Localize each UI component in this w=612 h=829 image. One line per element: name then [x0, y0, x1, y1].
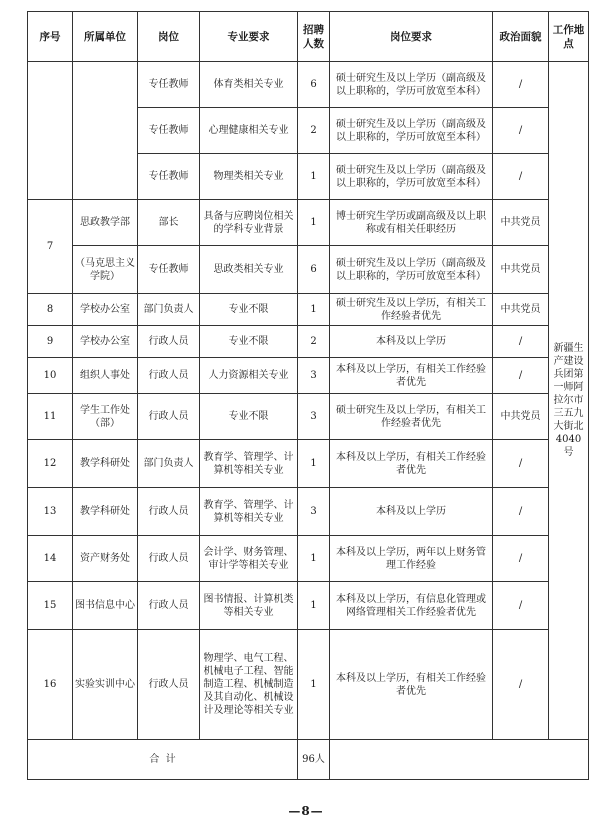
- header-row: [28, 12, 589, 62]
- political-cell: /: [493, 488, 549, 536]
- unit-cell: 教学科研处: [73, 488, 138, 536]
- post-cell: 行政人员: [138, 536, 200, 582]
- header-post: 岗位: [138, 12, 200, 62]
- table-row: [28, 394, 589, 440]
- header-count: 招聘人数: [298, 12, 330, 62]
- unit-cell: 资产财务处: [73, 536, 138, 582]
- major-cell: 专业不限: [200, 394, 298, 440]
- major-cell: 心理健康相关专业: [200, 108, 298, 154]
- major-cell: 具备与应聘岗位相关的学科专业背景: [200, 200, 298, 246]
- table-row: [28, 630, 589, 740]
- political-cell: /: [493, 154, 549, 200]
- seq-cell: 9: [28, 326, 73, 358]
- political-cell: /: [493, 582, 549, 630]
- unit-cell: 图书信息中心: [73, 582, 138, 630]
- count-cell: 1: [298, 536, 330, 582]
- count-cell: 1: [298, 294, 330, 326]
- post-cell: 行政人员: [138, 582, 200, 630]
- unit-cell: 学校办公室: [73, 294, 138, 326]
- table-row: [28, 62, 589, 108]
- political-cell: /: [493, 62, 549, 108]
- count-cell: 3: [298, 358, 330, 394]
- political-cell: /: [493, 536, 549, 582]
- major-cell: 思政类相关专业: [200, 246, 298, 294]
- requirement-cell: 本科及以上学历，有相关工作经验者优先: [330, 358, 493, 394]
- post-cell: 专任教师: [138, 246, 200, 294]
- requirement-cell: 硕士研究生及以上学历（副高级及以上职称的，学历可放宽至本科）: [330, 108, 493, 154]
- count-cell: 1: [298, 440, 330, 488]
- table-row: [28, 326, 589, 358]
- table-row: [28, 294, 589, 326]
- political-cell: /: [493, 630, 549, 740]
- requirement-cell: 本科及以上学历，两年以上财务管理工作经验: [330, 536, 493, 582]
- post-cell: 行政人员: [138, 326, 200, 358]
- count-cell: 3: [298, 394, 330, 440]
- table-row: [28, 200, 589, 246]
- post-cell: 部长: [138, 200, 200, 246]
- table-row: [28, 536, 589, 582]
- total-row: [28, 740, 589, 780]
- post-cell: 行政人员: [138, 630, 200, 740]
- major-cell: 专业不限: [200, 326, 298, 358]
- header-seq: 序号: [28, 12, 73, 62]
- table-row: [28, 488, 589, 536]
- count-cell: 1: [298, 582, 330, 630]
- seq-cell: [28, 62, 73, 200]
- requirement-cell: 本科及以上学历，有相关工作经验者优先: [330, 440, 493, 488]
- count-cell: 1: [298, 630, 330, 740]
- table-row: [28, 358, 589, 394]
- seq-cell: 13: [28, 488, 73, 536]
- table-row: [28, 246, 589, 294]
- major-cell: 物理学、电气工程、机械电子工程、智能制造工程、机械制造及其自动化、机械设计及理论等相关专业: [200, 630, 298, 740]
- table-row: [28, 440, 589, 488]
- location-cell: 新疆生产建设兵团第一师阿拉尔市三五九大街北4040号: [549, 62, 589, 740]
- post-cell: 专任教师: [138, 154, 200, 200]
- post-cell: 行政人员: [138, 488, 200, 536]
- unit-cell: 组织人事处: [73, 358, 138, 394]
- unit-cell: （马克思主义学院）: [73, 246, 138, 294]
- header-requirement: 岗位要求: [330, 12, 493, 62]
- post-cell: 行政人员: [138, 358, 200, 394]
- requirement-cell: 本科及以上学历，有相关工作经验者优先: [330, 630, 493, 740]
- count-cell: 6: [298, 246, 330, 294]
- seq-cell: 12: [28, 440, 73, 488]
- political-cell: /: [493, 108, 549, 154]
- table-row: [28, 582, 589, 630]
- seq-cell: 8: [28, 294, 73, 326]
- count-cell: 6: [298, 62, 330, 108]
- unit-cell: 学校办公室: [73, 326, 138, 358]
- unit-cell: 思政教学部: [73, 200, 138, 246]
- total-count: 96人: [298, 740, 330, 780]
- post-cell: 专任教师: [138, 62, 200, 108]
- requirement-cell: 硕士研究生及以上学历，有相关工作经验者优先: [330, 294, 493, 326]
- requirement-cell: 本科及以上学历: [330, 326, 493, 358]
- political-cell: /: [493, 326, 549, 358]
- requirement-cell: 硕士研究生及以上学历（副高级及以上职称的，学历可放宽至本科）: [330, 154, 493, 200]
- major-cell: 专业不限: [200, 294, 298, 326]
- count-cell: 2: [298, 326, 330, 358]
- seq-cell: 10: [28, 358, 73, 394]
- political-cell: 中共党员: [493, 200, 549, 246]
- political-cell: 中共党员: [493, 246, 549, 294]
- seq-cell: 11: [28, 394, 73, 440]
- requirement-cell: 硕士研究生及以上学历，有相关工作经验者优先: [330, 394, 493, 440]
- seq-cell: 7: [28, 200, 73, 294]
- political-cell: /: [493, 358, 549, 394]
- requirement-cell: 硕士研究生及以上学历（副高级及以上职称的，学历可放宽至本科）: [330, 246, 493, 294]
- post-cell: 部门负责人: [138, 440, 200, 488]
- total-blank: [330, 740, 589, 780]
- political-cell: /: [493, 440, 549, 488]
- post-cell: 部门负责人: [138, 294, 200, 326]
- count-cell: 2: [298, 108, 330, 154]
- major-cell: 体育类相关专业: [200, 62, 298, 108]
- post-cell: 行政人员: [138, 394, 200, 440]
- requirement-cell: 本科及以上学历: [330, 488, 493, 536]
- seq-cell: 15: [28, 582, 73, 630]
- seq-cell: 16: [28, 630, 73, 740]
- header-major: 专业要求: [200, 12, 298, 62]
- seq-cell: 14: [28, 536, 73, 582]
- requirement-cell: 本科及以上学历，有信息化管理或网络管理相关工作经验者优先: [330, 582, 493, 630]
- major-cell: 会计学、财务管理、审计学等相关专业: [200, 536, 298, 582]
- page-number: —8—: [288, 804, 324, 818]
- unit-cell: [73, 62, 138, 200]
- post-cell: 专任教师: [138, 108, 200, 154]
- total-label: 合 计: [28, 740, 298, 780]
- requirement-cell: 硕士研究生及以上学历（副高级及以上职称的，学历可放宽至本科）: [330, 62, 493, 108]
- major-cell: 物理类相关专业: [200, 154, 298, 200]
- header-unit: 所属单位: [73, 12, 138, 62]
- political-cell: 中共党员: [493, 294, 549, 326]
- header-political: 政治面貌: [493, 12, 549, 62]
- count-cell: 1: [298, 200, 330, 246]
- political-cell: 中共党员: [493, 394, 549, 440]
- count-cell: 3: [298, 488, 330, 536]
- unit-cell: 教学科研处: [73, 440, 138, 488]
- header-location: 工作地点: [549, 12, 589, 62]
- requirement-cell: 博士研究生学历或副高级及以上职称或有相关任职经历: [330, 200, 493, 246]
- major-cell: 教育学、管理学、计算机等相关专业: [200, 488, 298, 536]
- unit-cell: 实验实训中心: [73, 630, 138, 740]
- major-cell: 教育学、管理学、计算机等相关专业: [200, 440, 298, 488]
- major-cell: 人力资源相关专业: [200, 358, 298, 394]
- major-cell: 图书情报、计算机类等相关专业: [200, 582, 298, 630]
- recruitment-table: [27, 11, 589, 780]
- unit-cell: 学生工作处（部）: [73, 394, 138, 440]
- count-cell: 1: [298, 154, 330, 200]
